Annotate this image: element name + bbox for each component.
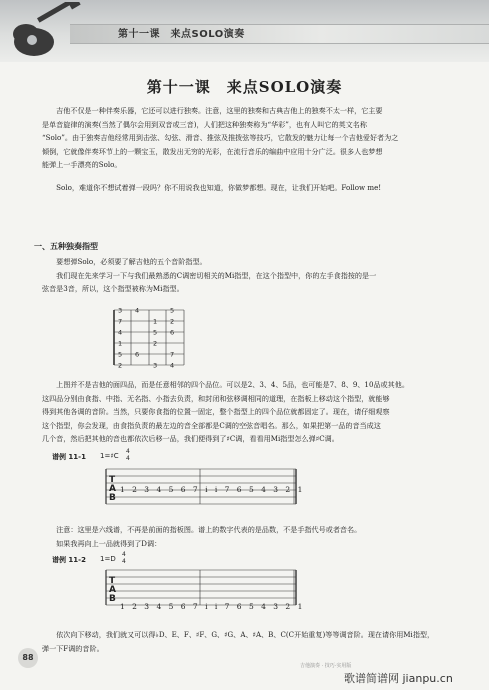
section-paragraph-2 <box>42 378 452 446</box>
fret-note: 4 <box>170 361 175 370</box>
fret-note: 5 <box>153 328 158 337</box>
section-paragraph-1 <box>42 255 452 296</box>
example-1-time-signature <box>126 448 130 462</box>
fret-note: 7 <box>118 317 123 326</box>
fret-note: 5 <box>118 350 123 359</box>
time-bottom: 4 <box>122 558 126 565</box>
page-title: 第十一课 来点SOLO演奏 <box>146 78 343 96</box>
svg-text:B: B <box>109 493 116 503</box>
page-header <box>0 0 489 62</box>
note-paragraph <box>42 523 452 550</box>
example-2-key: 1=D <box>100 555 116 563</box>
text-line: Solo，难道你不想试着弹一段吗？你不用说我也知道，你做梦都想。现在，让我们开始吧。Follow me! <box>42 183 382 192</box>
text-line: 这四品分别由食指、中指、无名指、小指去负责，和封闭和弦移调相同的道理，在指板上移动这个指型，就能够 <box>42 393 390 403</box>
svg-text:B: B <box>109 594 116 604</box>
time-top: 4 <box>122 551 126 558</box>
text-line: 是单音旋律的演奏(当然了偶尔会用到双音或三音)，人们把这种独奏称为“华彩”，也有人叫它的英文名称 <box>42 119 367 129</box>
example-1-key: 1=♯C <box>100 452 119 460</box>
example-2-notation: 1 2 3 4 5 6 7 i i 7 6 5 4 3 2 1 <box>120 602 305 611</box>
text-line: 弹一下F调的音阶。 <box>42 643 104 653</box>
footer-series-text: 吉他演奏 · 技巧·实用版 <box>300 663 352 669</box>
section-heading: 一、五种独奏指型 <box>34 242 98 251</box>
text-line: 我们现在先来学习一下与我们最熟悉的C调密切相关的Mi指型，在这个指型中，你的左手食指按的是一 <box>42 270 377 280</box>
text-line: “Solo”。由于独奏吉他经常用到击弦、勾弦、滑音、推弦及推拨弦等技巧，它散发的魅力让每一个吉他爱好者为之 <box>42 133 399 143</box>
footer-watermark: 歌谱简谱网 jianpu.cn <box>344 672 453 685</box>
fret-note: 1 <box>118 339 123 348</box>
fret-note: 4 <box>118 328 123 337</box>
text-line: 上图并不是吉他的面四品，而是任意相邻的四个品位。可以是2、3、4、5品，也可能是7、8、9、10品或其他。 <box>42 380 409 389</box>
intro-paragraph-1 <box>42 104 452 172</box>
intro-paragraph-2 <box>42 181 452 195</box>
fretboard-diagram <box>108 305 188 371</box>
text-line: 依次向下移动，我们就又可以得♭D、E、F、♯F、G、♯G、A、♯A、B、C(C开始重复)等等调音阶。现在请你用Mi指型， <box>42 630 435 639</box>
text-line: 如果我再向上一品就得到了D调： <box>42 538 162 548</box>
fret-note: 7 <box>170 350 175 359</box>
time-bottom: 4 <box>126 455 130 462</box>
fret-note: 6 <box>170 328 175 337</box>
example-2-time-signature <box>122 551 126 565</box>
fret-note: 2 <box>118 361 123 370</box>
svg-text:A: A <box>109 585 116 595</box>
text-line: 得到其他各调的音阶。当然，只要你食指的位置一固定，整个指型上的四个品位就都固定了。现在，请仔细观察 <box>42 407 390 417</box>
fret-note: 6 <box>135 350 140 359</box>
fret-note: 5 <box>170 306 175 315</box>
fret-note: 4 <box>135 306 140 315</box>
svg-text:A: A <box>109 484 116 494</box>
fret-note: 2 <box>170 317 175 326</box>
page-number: 88 <box>18 648 38 668</box>
closing-paragraph <box>42 628 452 655</box>
text-line: 能弹上一手漂亮的Solo。 <box>42 160 122 170</box>
fret-note: 2 <box>153 339 158 348</box>
time-top: 4 <box>126 448 130 455</box>
example-2-label: 谱例 11-2 <box>52 556 86 564</box>
header-chapter-title: 第十一课 来点SOLO演奏 <box>118 29 245 40</box>
text-line: 这个指型，你会发现，由食指负责的最左边的音全部都是C调的空弦音唱名。那么，如果把第一品的音当成这 <box>42 420 381 430</box>
fret-note: 3 <box>118 306 123 315</box>
fret-note: 3 <box>153 361 158 370</box>
text-line: 几个音，然后把其他的音也都依次后移一品，我们便得到了♯C调，看看用Mi指型怎么弹♯C调。 <box>42 434 339 444</box>
svg-text:T: T <box>109 576 116 586</box>
text-line: 要想弹Solo，必须要了解吉他的五个音阶指型。 <box>42 257 207 266</box>
example-1-label: 谱例 11-1 <box>52 453 86 461</box>
text-line: 注意：这里是六线谱，不再是前面的指板图。谱上的数字代表的是品数，不是手指代号或者音名。 <box>42 525 362 534</box>
text-line: 弦音是3音，所以，这个指型被称为Mi指型。 <box>42 284 184 294</box>
text-line: 倾倒，它就像伴奏环节上的一颗宝玉，散发出无穷的光彩，在流行音乐的编曲中应用十分广泛。很多人也梦想 <box>42 146 383 156</box>
fret-note: 1 <box>153 317 158 326</box>
text-line: 吉他不仅是一种伴奏乐器，它还可以进行独奏。注意，这里的独奏和古典吉他上的独奏不太一样，它主要 <box>42 106 383 115</box>
example-1-notation: 1 2 3 4 5 6 7 i i 7 6 5 4 3 2 1 <box>120 485 305 494</box>
svg-text:T: T <box>109 475 116 485</box>
